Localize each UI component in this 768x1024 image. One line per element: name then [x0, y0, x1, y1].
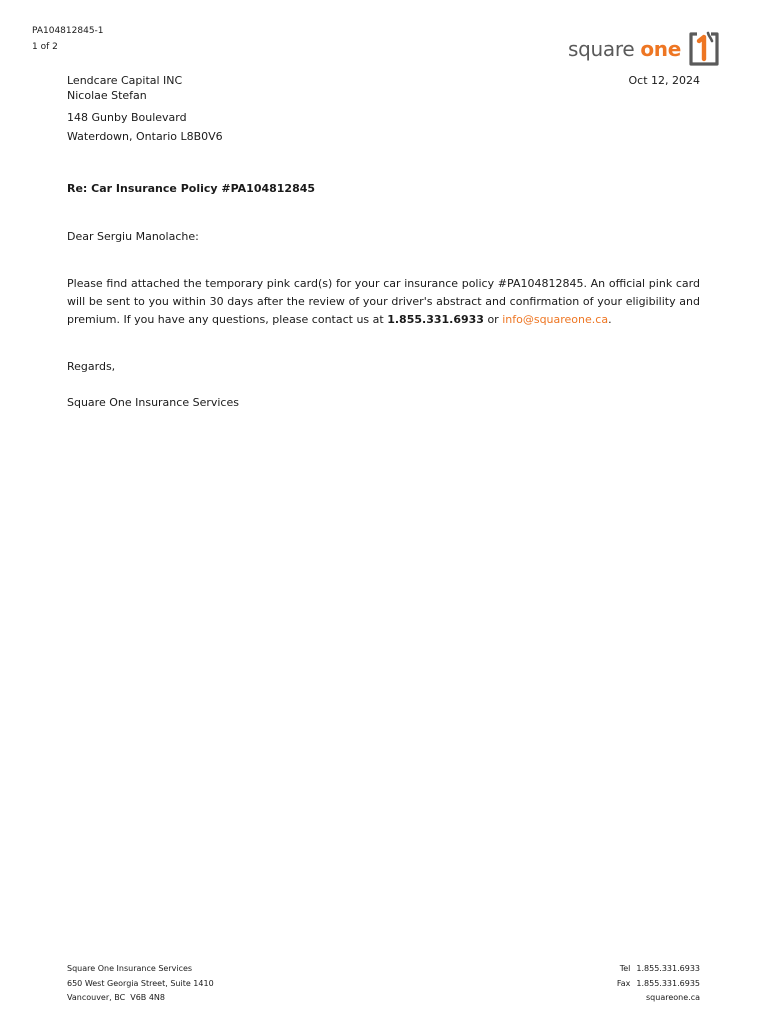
- footer-tel: 1.855.331.6933: [636, 964, 700, 973]
- body-text-end: .: [608, 313, 612, 326]
- letter-body: [67, 275, 700, 329]
- footer-tel-row: [617, 962, 700, 977]
- letter-salutation: Dear Sergiu Manolache:: [67, 230, 199, 243]
- page-indicator: 1 of 2: [32, 42, 58, 52]
- footer-company: Square One Insurance Services: [67, 964, 193, 973]
- footer-tel-label: Tel: [619, 964, 631, 973]
- document-reference: PA104812845-1: [32, 26, 104, 36]
- footer-contact: [617, 962, 700, 1006]
- footer-fax: 1.855.331.6935: [636, 978, 700, 988]
- contact-phone: 1.855.331.6933: [387, 313, 484, 326]
- body-text-main: Please find attached the temporary pink card(s) for your car insurance policy #PA104812845. An official pink card will be sent to you within 30 days after the review of your driver's abstract and confirmation of your eligibility and premium. If you have any questions, please contact us at: [67, 277, 700, 326]
- footer-street: 650 West Georgia Street, Suite 1410: [67, 978, 214, 988]
- recipient-street: 148 Gunby Boulevard: [67, 111, 187, 124]
- footer-website[interactable]: squareone.ca: [646, 993, 700, 1002]
- footer-fax-row: [617, 977, 700, 992]
- recipient-company: Lendcare Capital INC: [67, 74, 183, 87]
- recipient-name: Nicolae Stefan: [67, 89, 147, 102]
- footer-fax-label: Fax: [616, 978, 631, 988]
- recipient-city: Waterdown, Ontario L8B0V6: [67, 130, 223, 143]
- square-one-bracket-mark-icon: [687, 31, 721, 67]
- footer-address: [67, 962, 214, 1006]
- body-text-or: or: [483, 313, 503, 326]
- footer-city: Vancouver, BC V6B 4N8: [67, 993, 165, 1002]
- logo-word-one: one: [640, 37, 681, 61]
- logo-word-square: square: [568, 37, 635, 61]
- contact-email-link[interactable]: info@squareone.ca: [502, 313, 609, 326]
- company-logo: [568, 30, 721, 68]
- recipient-address: [67, 72, 223, 146]
- letter-subject: Re: Car Insurance Policy #PA104812845: [67, 182, 316, 195]
- letter-date: Oct 12, 2024: [628, 74, 700, 87]
- letter-signature: Square One Insurance Services: [67, 396, 239, 409]
- letter-closing: Regards,: [67, 360, 116, 373]
